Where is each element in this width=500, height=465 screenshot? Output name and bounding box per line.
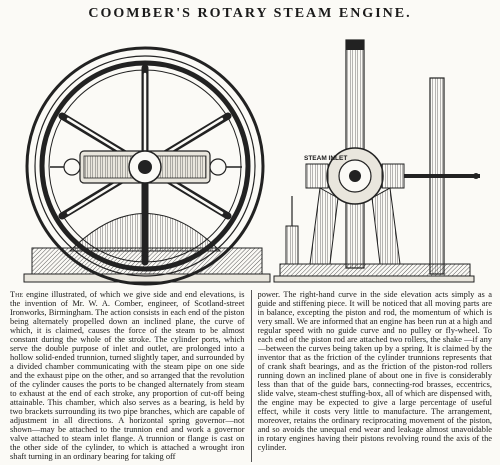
column-divider (251, 290, 252, 462)
engine-elevations (10, 26, 490, 288)
side-elevation (24, 48, 270, 284)
paragraph-lead-word: The (10, 290, 24, 299)
article-column-2 (258, 290, 493, 462)
article-body (10, 290, 492, 462)
steam-inlet-label: STEAM INLET (304, 155, 348, 162)
article-text-1: engine illustrated, of which we give side and end elevations, is the invention of Mr. W. A. Comber, engineer, of Scotland-street Ironworks, Birmingham. The action consists in each end of the piston being alternately propelled down an inclined plane, the curve of which, it is claimed, causes the force of the steam to be almost constant during the whole of the stroke. The cylinder ports, which serve the double purpose of inlet and outlet, are prolonged into a hollow solid-ended trunnion, turned slightly taper, and surrounded by a divided chamber communicating with the steam pipe on one side and the exhaust pipe on the other, and so arranged that the revolution of the cylinder causes the ports to be changed alternately from steam to exhaust at the end of each stroke, any proportion of cut-off being attainable. This chamber, which also serves as a bearing, is held by two brackets surrounding its two pipe branches, which are capable of adjustment in all directions. A horizontal spring governor—not shown—may be attached to the trunnion end and work a governor valve attached to steam inlet flange. A trunnion or flange is cast on the other side of the cylinder, to which is attached a wrought iron shaft turning in an ordinary bearing for taking off (10, 290, 245, 461)
article-column-1 (10, 290, 245, 462)
page-title: COOMBER'S ROTARY STEAM ENGINE. (88, 6, 412, 21)
engine-illustration (10, 26, 490, 288)
article-paragraph-1 (10, 290, 245, 461)
article-paragraph-2: power. The right-hand curve in the side elevation acts simply as a guide and stiffening piece. It will be noticed that all moving parts are in balance, excepting the piston and rod, the momentum of which is very small. We are informed that an engine has been run at a high and regular speed with no guide curve and no pulley or fly-wheel. To each end of the piston rod are attached two rollers, the shake —if any—between the curves being taken up by a spring. It is claimed by the inventor that as the friction of the cylinder trunnions represents that of crank shaft bearings, and as the friction of the piston-rod rollers running down an inclined plane of about one in five is considerably less than that of the guide bars, connecting-rod brasses, eccentrics, slide valve, steam-chest stuffing-box, all of which are dispensed with, the engine may be expected to give a large percentage of useful effect, while it costs very little to manufacture. The arrangement, moreover, retains the ordinary reciprocating movement of the piston, and so avoids the unequal end wear and leakage almost unavoidable in rotary engines having their pistons revolving round the axis of the cylinder. (257, 290, 492, 452)
